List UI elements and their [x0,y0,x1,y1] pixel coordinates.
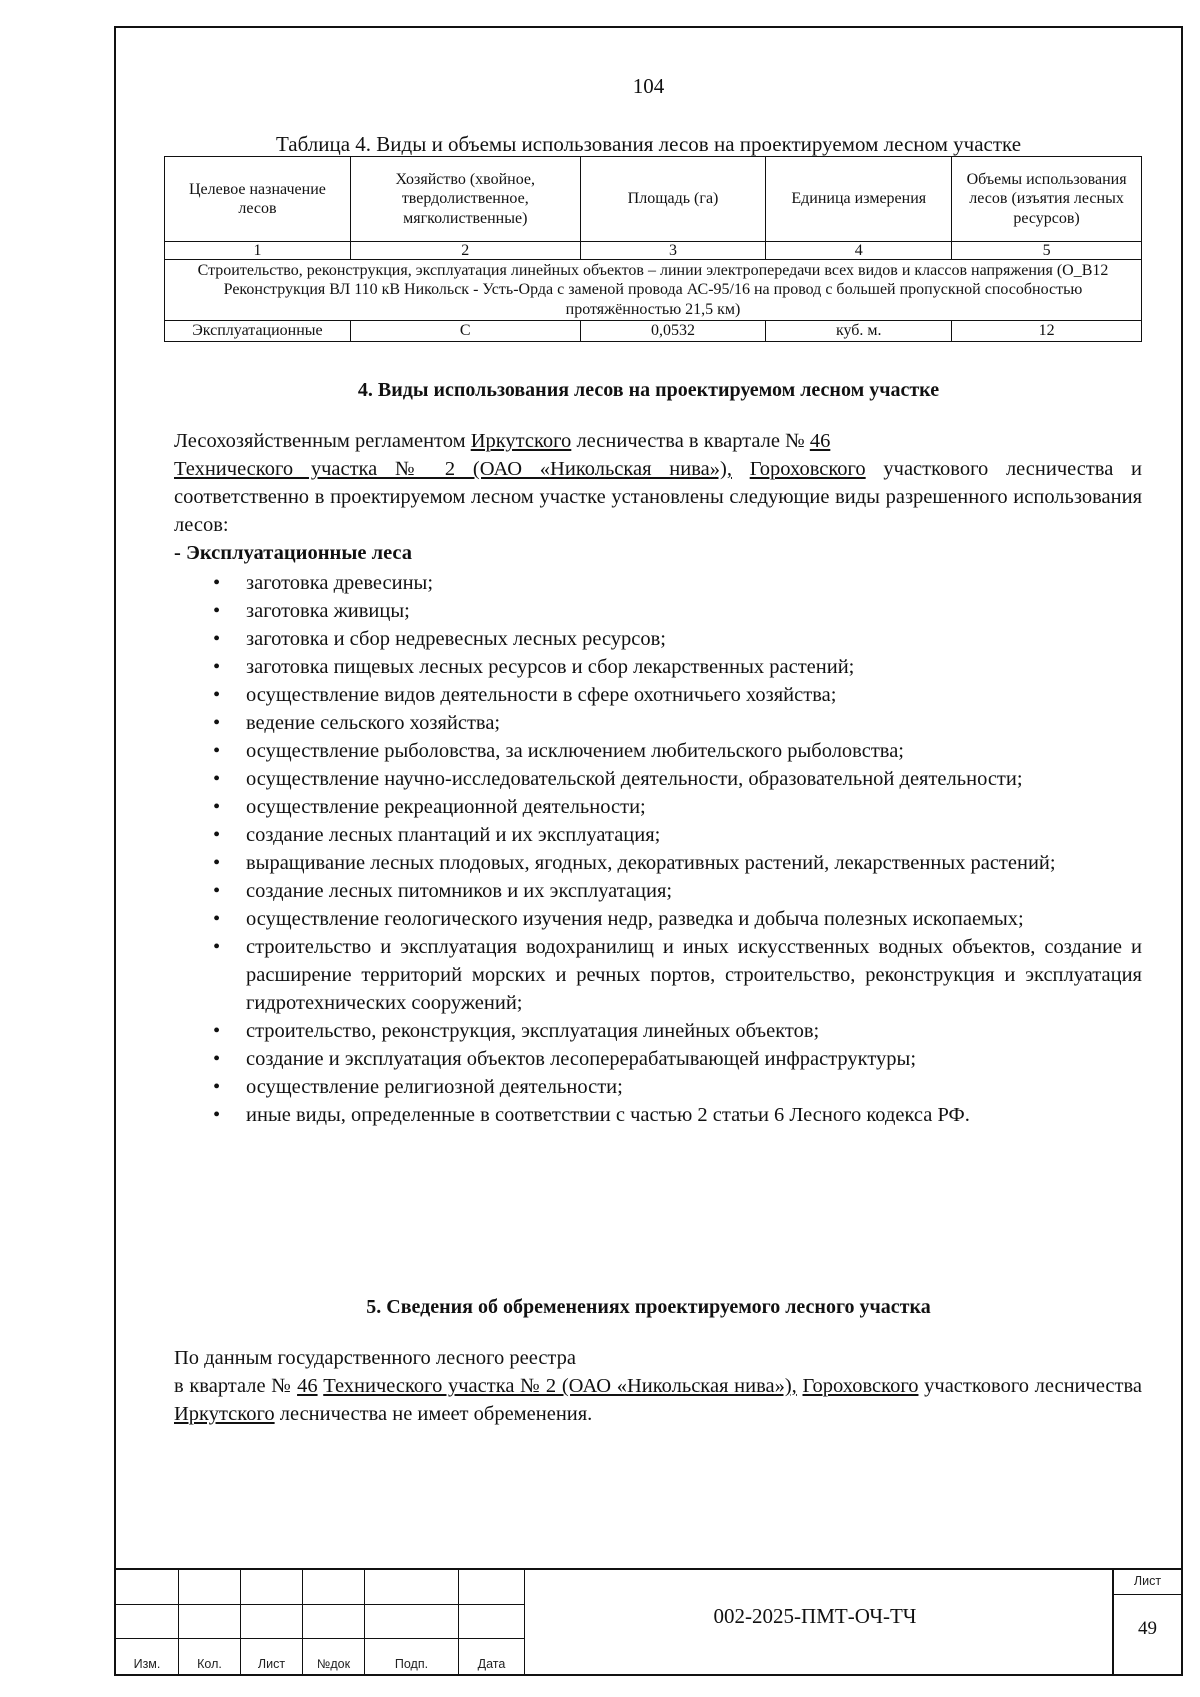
section-5-paragraph: в квартале № 46 Технического участка № 2 (ОАО «Никольская нива»), Гороховского участкового лесничества Иркутского лесничества не имеет обременения. [174,1375,1142,1425]
stamp-cell [179,1570,241,1674]
list-item: • осуществление религиозной деятельности; [174,1073,1142,1101]
usage-list [174,569,1142,1129]
table-column-number: 5 [952,242,1142,260]
sheet-number: 49 [1138,1618,1157,1639]
bullet-icon: • [213,712,221,734]
bullet-icon: • [213,656,221,678]
sheet-divider [1114,1594,1181,1595]
table-column-number-row [165,242,1142,260]
table-header-cell: Хозяйство (хвойное, твердолиственное, мягколиственные) [350,157,580,242]
stamp-label: Кол. [197,1657,222,1671]
sheet-box [1112,1570,1181,1674]
table-cell: Эксплуатационные [165,321,351,342]
stamp-cell [303,1570,365,1674]
stamp-cell [241,1570,303,1674]
section-4-heading: 4. Виды использования лесов на проектируемом лесном участке [357,379,940,401]
table-cell: 0,0532 [580,321,766,342]
table-row [165,321,1142,342]
intro-text: Лесохозяйственным регламентом [174,430,471,452]
list-item: • заготовка живицы; [174,597,1142,625]
bullet-icon: • [213,936,221,958]
table-cell: 12 [952,321,1142,342]
sheet-label: Лист [1133,1574,1162,1588]
bullet-icon: • [213,880,221,902]
table-section-row [165,260,1142,321]
district-forestry-name: Гороховского [802,1375,919,1397]
table-header-row [165,157,1142,242]
bullet-icon: • [213,796,221,818]
bullet-icon: • [213,1104,221,1126]
bullet-icon: • [213,572,221,594]
list-item: • осуществление видов деятельности в сфере охотничьего хозяйства; [174,681,1142,709]
bullet-icon: • [213,1020,221,1042]
list-item: • ведение сельского хозяйства; [174,709,1142,737]
bullet-icon: • [213,740,221,762]
section-4-subheading: - Эксплуатационные леса [174,542,413,564]
quarter-number: 46 [809,430,831,452]
bullet-icon: • [213,824,221,846]
section-4-body [174,427,1142,1129]
page-frame [114,26,1183,1676]
bullet-icon: • [213,908,221,930]
intro-text: лесничества в квартале № [571,430,810,452]
table-cell: С [350,321,580,342]
table-column-number: 1 [165,242,351,260]
section-5-line: По данным государственного лесного реестра [174,1347,576,1369]
table-column-number: 2 [350,242,580,260]
list-item: • заготовка и сбор недревесных лесных ресурсов; [174,625,1142,653]
table-cell: куб. м. [766,321,952,342]
table-header-cell: Единица измерения [766,157,952,242]
table-header-cell: Площадь (га) [580,157,766,242]
list-item: • создание лесных питомников и их эксплуатация; [174,877,1142,905]
forest-usage-table [164,156,1142,342]
title-block [116,1568,1181,1674]
table-column-number: 3 [580,242,766,260]
bullet-icon: • [213,1048,221,1070]
list-item: • заготовка древесины; [174,569,1142,597]
bullet-icon: • [213,684,221,706]
plot-name: Технического участка № 2 (ОАО «Никольская нива»), [323,1375,797,1397]
intro-text [732,458,750,480]
table-header-cell: Целевое назначение лесов [165,157,351,242]
list-item: • строительство и эксплуатация водохранилищ и иных искусственных водных объектов, создание и расширение территорий морских и речных портов, строительство, реконструкция и эксплуатация гидротехнических сооружений; [174,933,1142,1017]
list-item: • заготовка пищевых лесных ресурсов и сбор лекарственных растений; [174,653,1142,681]
bullet-icon: • [213,600,221,622]
forestry-name: Иркутского [470,430,572,452]
bullet-icon: • [213,852,221,874]
list-item: • осуществление научно-исследовательской деятельности, образовательной деятельности; [174,765,1142,793]
section-5-body [174,1344,1142,1428]
list-item: • иные виды, определенные в соответствии с частью 2 статьи 6 Лесного кодекса РФ. [174,1101,1142,1129]
list-item: • выращивание лесных плодовых, ягодных, декоративных растений, лекарственных растений; [174,849,1142,877]
list-item: • осуществление рекреационной деятельности; [174,793,1142,821]
list-item: • создание и эксплуатация объектов лесоперерабатывающей инфраструктуры; [174,1045,1142,1073]
stamp-cell [365,1570,459,1674]
stamp-label: Лист [257,1657,286,1671]
stamp-cell [116,1570,179,1674]
list-item: • осуществление геологического изучения недр, разведка и добыча полезных ископаемых; [174,905,1142,933]
table-section-cell: Строительство, реконструкция, эксплуатация линейных объектов – линии электропередачи всех видов и классов напряжения (О_В12 Реконструкция ВЛ 110 кВ Никольск - Усть-Орда с заменой провода АС-95/16 на провод с большей пропускной способностью протяжённостью 21,5 км) [165,260,1142,321]
plot-name: Технического участка № 2 (ОАО «Никольская нива»), [174,458,732,480]
document-code: 002-2025-ПМТ-ОЧ-ТЧ [713,1604,917,1628]
list-item: • создание лесных плантаций и их эксплуатация; [174,821,1142,849]
stamp-label: №док [316,1657,351,1671]
stamp-cell [459,1570,525,1674]
table-header-cell: Объемы использования лесов (изъятия лесных ресурсов) [952,157,1142,242]
intro-text: участкового лесничества и соответственно в проектируемом лесном участке установлены следующие виды разрешенного использования лесов: [174,458,1143,536]
page-number: 104 [632,74,665,98]
table-caption: Таблица 4. Виды и объемы использования лесов на проектируемом лесном участке [275,132,1022,156]
bullet-icon: • [213,768,221,790]
quarter-number: 46 [297,1375,318,1397]
list-item: • осуществление рыболовства, за исключением любительского рыболовства; [174,737,1142,765]
stamp-label: Дата [477,1657,506,1671]
stamp-label: Изм. [133,1657,161,1671]
bullet-icon: • [213,1076,221,1098]
section-5-heading: 5. Сведения об обременениях проектируемого лесного участка [366,1296,931,1318]
table-column-number: 4 [766,242,952,260]
section-4-intro [174,427,1142,539]
list-item: • строительство, реконструкция, эксплуатация линейных объектов; [174,1017,1142,1045]
forestry-name: Иркутского [174,1403,275,1425]
bullet-icon: • [213,628,221,650]
district-forestry-name: Гороховского [749,458,866,480]
stamp-label: Подп. [394,1657,429,1671]
